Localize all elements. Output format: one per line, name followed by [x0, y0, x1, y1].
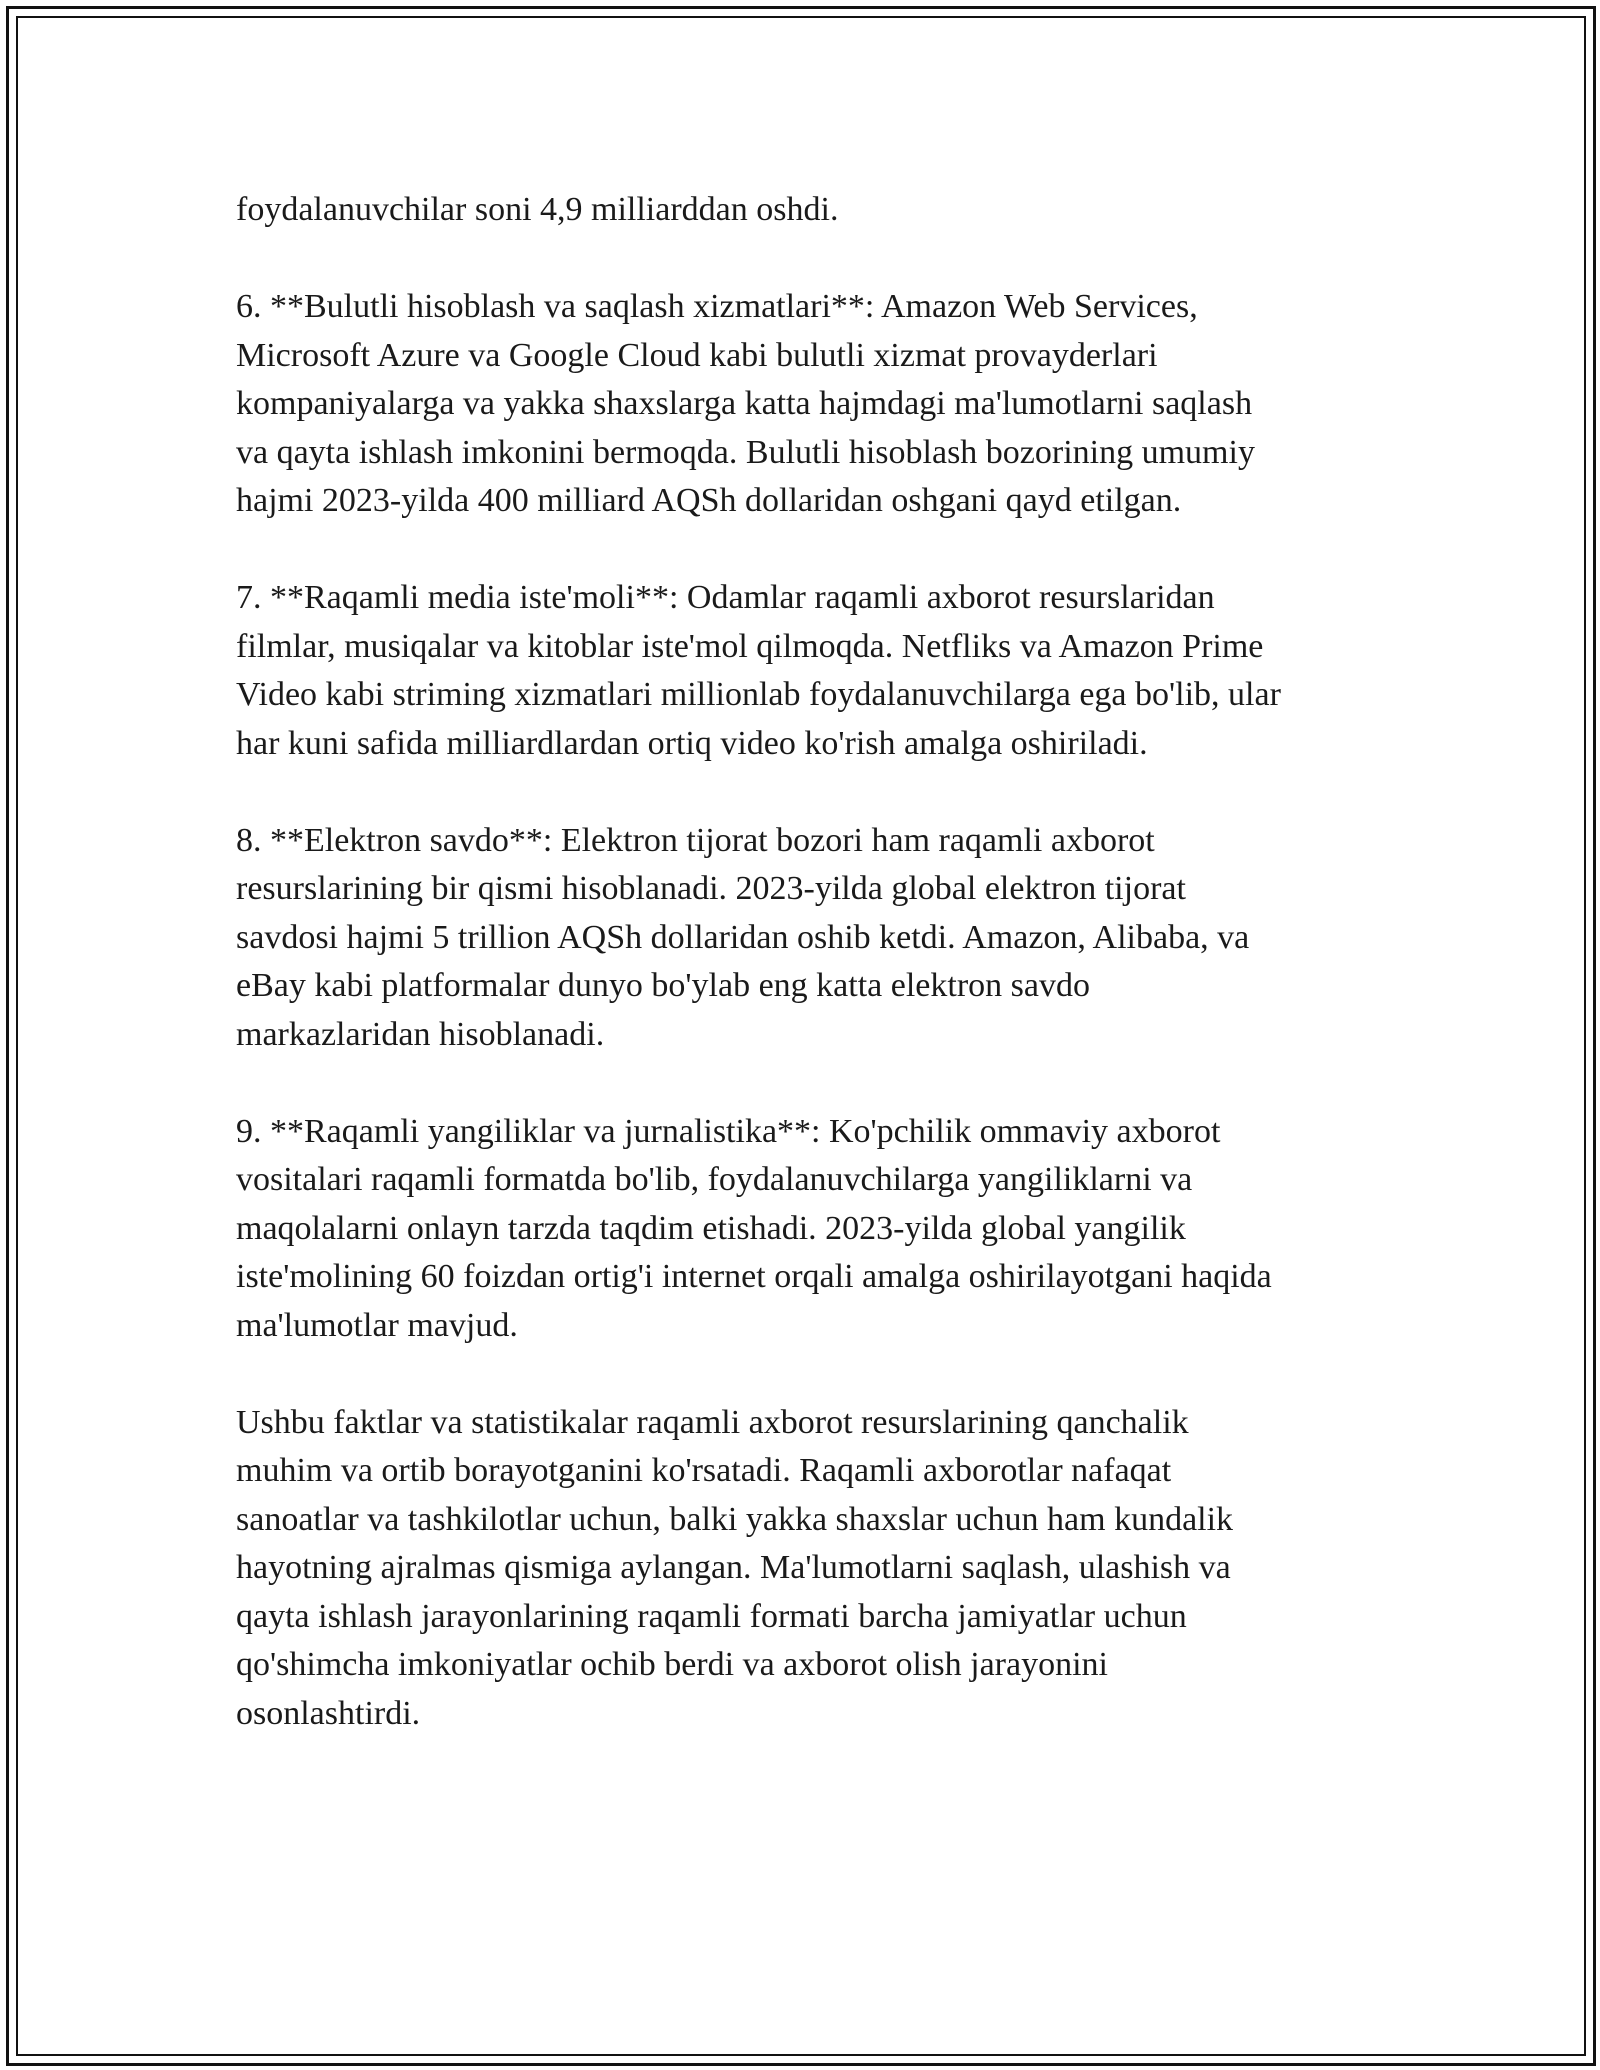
text-line: markazlaridan hisoblanadi. [236, 1015, 605, 1053]
paragraph-digital-news [236, 1108, 1386, 1351]
paragraph-digital-media [236, 574, 1386, 768]
paragraph-e-commerce [236, 817, 1386, 1060]
text-line: 6. **Bulutli hisoblash va saqlash xizmatlari**: Amazon Web Services, [236, 288, 1198, 325]
text-line: Ushbu faktlar va statistikalar raqamli axborot resurslarining qanchalik [236, 1403, 1189, 1441]
text-line: 9. **Raqamli yangiliklar va jurnalistika**: Ko'pchilik ommaviy axborot [236, 1112, 1221, 1150]
text-line: muhim va ortib borayotganini ko'rsatadi. Raqamli axborotlar nafaqat [236, 1452, 1172, 1489]
text-line: qo'shimcha imkoniyatlar ochib berdi va axborot olish jarayonini [236, 1646, 1108, 1683]
text-line: va qayta ishlash imkonini bermoqda. Bulutli hisoblash bozorining umumiy [236, 433, 1255, 471]
text-line: 7. **Raqamli media iste'moli**: Odamlar raqamli axborot resurslaridan [236, 579, 1215, 616]
text-line: savdosi hajmi 5 trillion AQSh dollaridan oshib ketdi. Amazon, Alibaba, va [236, 918, 1250, 956]
text-line: hayotning ajralmas qismiga aylangan. Ma'lumotlarni saqlash, ulashish va [236, 1549, 1231, 1586]
text-line: har kuni safida milliardlardan ortiq video ko'rish amalga oshiriladi. [236, 724, 1148, 762]
text-line: osonlashtirdi. [236, 1694, 421, 1732]
paragraph-conclusion [236, 1399, 1386, 1739]
text-line: resurslarining bir qismi hisoblanadi. 2023-yilda global elektron tijorat [236, 870, 1186, 907]
text-line: hajmi 2023-yilda 400 milliard AQSh dollaridan oshgani qayd etilgan. [236, 482, 1182, 519]
text-line: vositalari raqamli formatda bo'lib, foydalanuvchilarga yangiliklarni va [236, 1161, 1193, 1198]
text-line: filmlar, musiqalar va kitoblar iste'mol qilmoqda. Netfliks va Amazon Prime [236, 627, 1264, 665]
paragraph-cloud-computing [236, 283, 1386, 526]
text-line: sanoatlar va tashkilotlar uchun, balki yakka shaxslar uchun ham kundalik [236, 1500, 1234, 1538]
text-line: Video kabi striming xizmatlari millionlab foydalanuvchilarga ega bo'lib, ular [236, 676, 1281, 713]
text-line: ma'lumotlar mavjud. [236, 1306, 518, 1344]
text-line: eBay kabi platformalar dunyo bo'ylab eng katta elektron savdo [236, 967, 1090, 1004]
text-line: iste'molining 60 foizdan ortig'i internet orqali amalga oshirilayotgani haqida [236, 1258, 1272, 1295]
document-body [236, 186, 1386, 1787]
text-line: 8. **Elektron savdo**: Elektron tijorat bozori ham raqamli axborot [236, 821, 1155, 859]
text-line: Microsoft Azure va Google Cloud kabi bulutli xizmat provayderlari [236, 336, 1158, 374]
text-line: qayta ishlash jarayonlarining raqamli formati barcha jamiyatlar uchun [236, 1597, 1187, 1635]
text-line: maqolalarni onlayn tarzda taqdim etishadi. 2023-yilda global yangilik [236, 1209, 1186, 1247]
paragraph-continuation [236, 186, 1386, 235]
text-line: foydalanuvchilar soni 4,9 milliarddan oshdi. [236, 191, 839, 228]
text-line: kompaniyalarga va yakka shaxslarga katta hajmdagi ma'lumotlarni saqlash [236, 385, 1253, 422]
